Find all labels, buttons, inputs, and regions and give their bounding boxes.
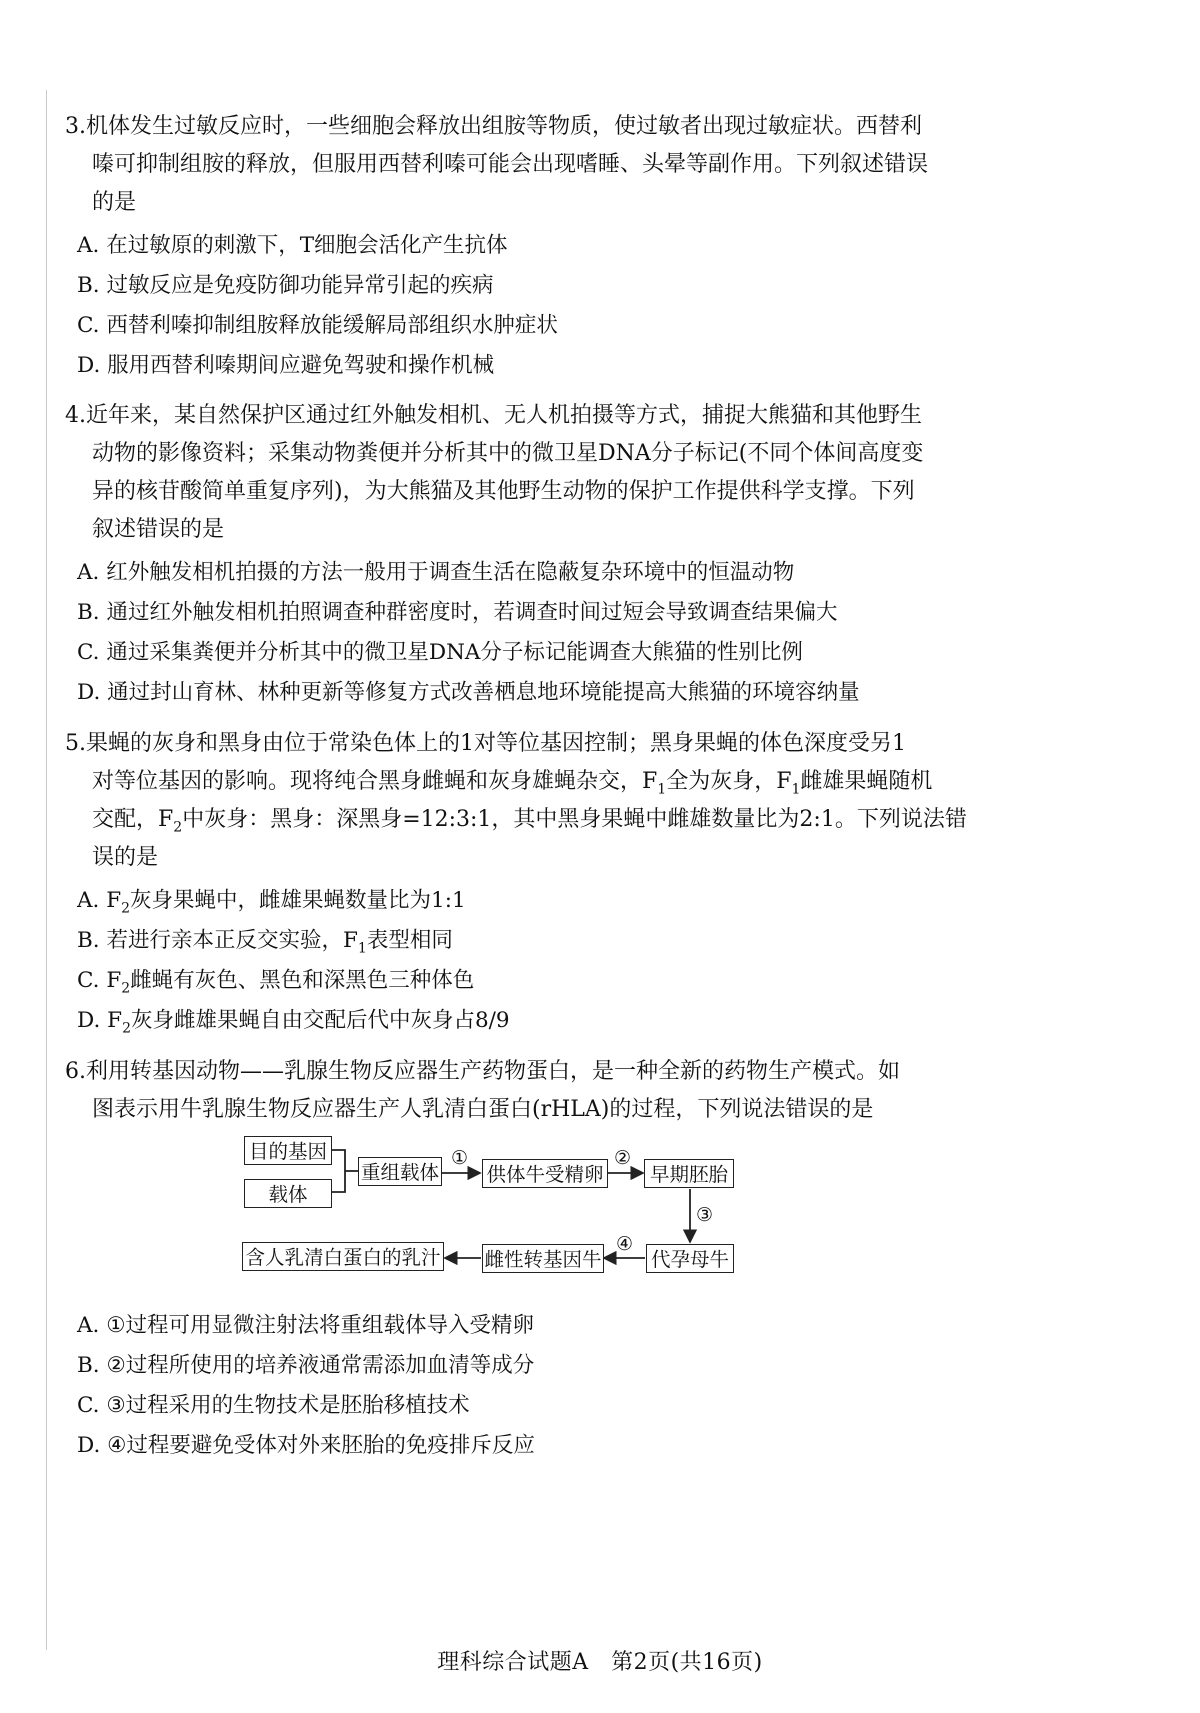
box-early-embryo: 早期胚胎 (644, 1159, 734, 1188)
option-b: B. 过敏反应是免疫防御功能异常引起的疾病 (77, 273, 494, 298)
option-c: C. ③过程采用的生物技术是胚胎移植技术 (77, 1393, 470, 1418)
option-c: C. 西替利嗪抑制组胺释放能缓解局部组织水肿症状 (77, 313, 558, 338)
option-b: B. 若进行亲本正反交实验，$F_1$表型相同 (77, 928, 453, 957)
option-a: A. ①过程可用显微注射法将重组载体导入受精卵 (77, 1313, 534, 1338)
stem-line: 动物的影像资料；采集动物粪便并分析其中的微卫星DNA分子标记(不同个体间高度变 (92, 441, 924, 466)
question-stem: 4.近年来，某自然保护区通过红外触发相机、无人机拍摄等方式，捕捉大熊猫和其他野生 (65, 397, 1075, 435)
stem-line: 图表示用牛乳腺生物反应器生产人乳清白蛋白(rHLA)的过程，下列说法错误的是 (92, 1097, 874, 1122)
question-stem: 6.利用转基因动物——乳腺生物反应器生产药物蛋白，是一种全新的药物生产模式。如 (65, 1053, 1075, 1091)
stem-line: 误的是 (92, 845, 159, 870)
option-a: A. 在过敏原的刺激下，T细胞会活化产生抗体 (77, 233, 508, 258)
step-2-label: ② (614, 1147, 632, 1169)
stem-line: 嗪可抑制组胺的释放，但服用西替利嗪可能会出现嗜睡、头晕等副作用。下列叙述错误 (92, 152, 929, 177)
question-3 (65, 108, 1075, 386)
box-target-gene: 目的基因 (244, 1136, 332, 1165)
question-6-options (65, 1306, 1075, 1466)
option-d: D. 服用西替利嗪期间应避免驾驶和操作机械 (77, 353, 495, 378)
question-number: 4. (65, 403, 86, 428)
step-3-label: ③ (696, 1204, 714, 1226)
option-a: A. 红外触发相机拍摄的方法一般用于调查生活在隐蔽复杂环境中的恒温动物 (77, 560, 795, 585)
option-a: A. $F_2$灰身果蝇中，雌雄果蝇数量比为1:1 (77, 888, 466, 917)
step-1-label: ① (451, 1147, 469, 1169)
stem-line: 交配，$F_2$中灰身：黑身：深黑身=12:3:1，其中黑身果蝇中雌雄数量比为2:1。下列说法错 (92, 807, 967, 836)
stem-line: 叙述错误的是 (92, 517, 225, 542)
option-d: D. $F_2$灰身雌雄果蝇自由交配后代中灰身占8/9 (77, 1008, 510, 1037)
margin-line (46, 90, 47, 1650)
option-b: B. 通过红外触发相机拍照调查种群密度时，若调查时间过短会导致调查结果偏大 (77, 600, 838, 625)
option-b: B. ②过程所使用的培养液通常需添加血清等成分 (77, 1353, 535, 1378)
stem-line: 的是 (92, 190, 137, 215)
option-d: D. 通过封山育林、林种更新等修复方式改善栖息地环境能提高大熊猫的环境容纳量 (77, 680, 860, 705)
question-5 (65, 725, 1075, 1041)
option-c: C. 通过采集粪便并分析其中的微卫星DNA分子标记能调查大熊猫的性别比例 (77, 640, 803, 665)
question-number: 3. (65, 114, 86, 139)
process-diagram (240, 1133, 800, 1293)
box-donor-egg: 供体牛受精卵 (482, 1159, 608, 1188)
page-footer: 理科综合试题A 第2页(共16页) (437, 1650, 763, 1675)
box-transgenic-cow: 雌性转基因牛 (482, 1244, 604, 1273)
step-4-label: ④ (616, 1233, 634, 1255)
box-milk: 含人乳清白蛋白的乳汁 (242, 1242, 444, 1271)
stem-line: 异的核苷酸简单重复序列)，为大熊猫及其他野生动物的保护工作提供科学支撑。下列 (92, 479, 915, 504)
question-stem: 3.机体发生过敏反应时，一些细胞会释放出组胺等物质，使过敏者出现过敏症状。西替利 (65, 108, 1075, 146)
option-d: D. ④过程要避免受体对外来胚胎的免疫排斥反应 (77, 1433, 535, 1458)
question-stem: 5.果蝇的灰身和黑身由位于常染色体上的1对等位基因控制；黑身果蝇的体色深度受另1 (65, 725, 1075, 763)
question-number: 6. (65, 1059, 86, 1084)
box-vector: 载体 (244, 1179, 332, 1208)
box-surrogate-cow: 代孕母牛 (646, 1244, 734, 1273)
question-4 (65, 397, 1075, 713)
stem-line: 对等位基因的影响。现将纯合黑身雌蝇和灰身雄蝇杂交，$F_1$全为灰身，$F_1$雌雄果蝇随机 (92, 769, 933, 798)
question-6 (65, 1053, 1075, 1129)
option-c: C. $F_2$雌蝇有灰色、黑色和深黑色三种体色 (77, 968, 475, 997)
box-recombinant-vector: 重组载体 (358, 1157, 442, 1186)
question-number: 5. (65, 731, 86, 756)
